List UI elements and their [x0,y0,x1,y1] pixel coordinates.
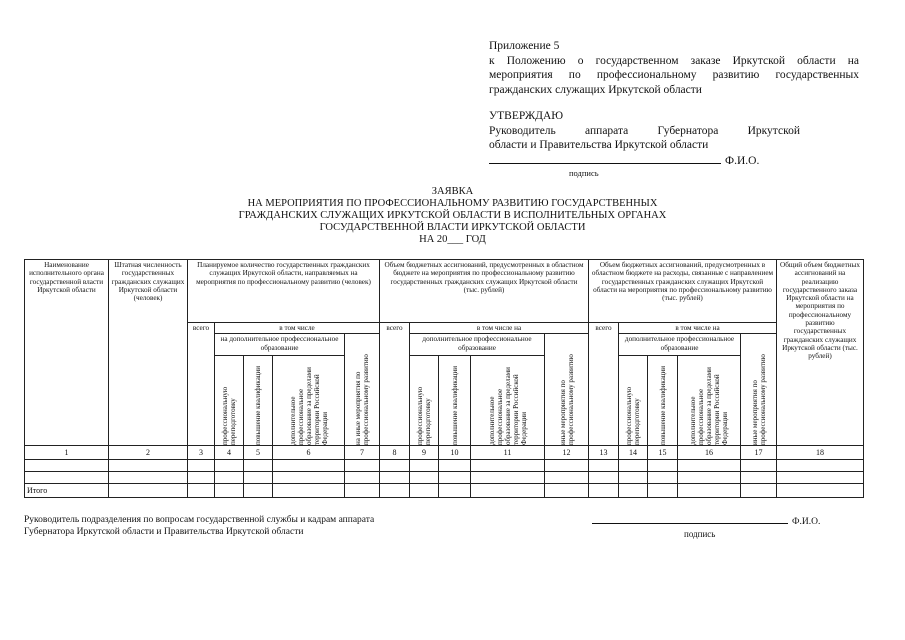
header-outside-budget: дополнительное профессиональное образование за пределами территории Российской Федерации [471,356,545,446]
appendix-number: Приложение 5 [489,40,560,52]
approval-heading: УТВЕРЖДАЮ [489,110,564,122]
header-outside-people: дополнительное профессиональное образование за пределами территории Российской Федерации [273,356,345,446]
appendix-reference-end: гражданских служащих Иркутской области [489,83,702,96]
footer-signer-line-1: Руководитель подразделения по вопросам государственной службы и кадрам аппарата [24,515,375,525]
col-number: 5 [244,446,273,460]
footer-fio: Ф.И.О. [792,517,821,527]
header-incl-budget: в том числе на [410,323,589,334]
footer-signature-caption: подпись [684,529,716,539]
header-qualification-budget: повышение квалификации [439,356,471,446]
header-outside-costs: дополнительное профессиональное образование за пределами территории Российской Федерации [678,356,741,446]
header-other-people: на иные мероприятия по профессиональному развитию [345,334,380,446]
header-incl-people: в том числе [215,323,380,334]
header-group-people: Планируемое количество государственных гражданских служащих Иркутской области, направляемых на мероприятия по профессиональному развитию (человек) [188,260,380,323]
total-label: Итого [25,484,109,498]
col-number: 10 [439,446,471,460]
approval-signature-caption: подпись [569,168,599,178]
header-other-budget: иные мероприятия по профессиональному развитию [545,334,589,446]
title-line-5: НА 20___ ГОД [419,234,486,245]
col-number: 1 [25,446,109,460]
footer-signature-line[interactable] [592,514,788,524]
header-group-budget: Объем бюджетных ассигнований, предусмотренных в областном бюджете на мероприятия по профессиональному развитию государственных гражданских служащих Иркутской области (тыс. рублей) [380,260,589,323]
col-number: 13 [589,446,619,460]
table-row [25,460,864,472]
title-line-3: ГРАЖДАНСКИХ СЛУЖАЩИХ ИРКУТСКОЙ ОБЛАСТИ В ИСПОЛНИТЕЛЬНЫХ ОРГАНАХ [238,210,667,221]
col-number: 4 [215,446,244,460]
header-total-costs: всего [589,323,619,446]
col-number: 18 [777,446,864,460]
col-number: 7 [345,446,380,460]
col-number: 16 [678,446,741,460]
footer-signature [592,514,820,540]
total-row [25,484,864,498]
col-number: 12 [545,446,589,460]
document-title [0,186,905,246]
col-number: 17 [741,446,777,460]
header-retraining-people: профессиональную переподготовку [215,356,244,446]
title-line-1: ЗАЯВКА [431,186,474,197]
header-total-people: всего [188,323,215,446]
approval-block [489,109,859,181]
table-row [25,472,864,484]
footer-signer-line-2: Губернатора Иркутской области и Правительства Иркутской области [24,527,304,537]
col-number: 14 [619,446,648,460]
appendix-block [489,39,859,97]
header-dpo-budget: дополнительное профессиональное образование [410,334,545,356]
approval-fio: Ф.И.О. [725,154,760,167]
approval-signature-line[interactable] [489,153,721,164]
col-number: 11 [471,446,545,460]
column-numbers-row [25,446,864,460]
appendix-reference: к Положению о государственном заказе Иркутской области на [489,54,859,67]
header-incl-costs: в том числе на [619,323,777,334]
col-number: 6 [273,446,345,460]
appendix-reference-cont: мероприятия по профессиональному развитию государственных [489,69,859,81]
col-number: 9 [410,446,439,460]
header-total-budget: всего [380,323,410,446]
header-other-costs: иные мероприятия по профессиональному развитию [741,334,777,446]
col-number: 2 [109,446,188,460]
header-staff: Штатная численность государственных гражданских служащих Иркутской области (человек) [109,260,188,446]
col-number: 8 [380,446,410,460]
header-dpo-costs: дополнительное профессиональное образование [619,334,741,356]
approval-role-cont: области и Правительства Иркутской области [489,139,709,151]
title-line-4: ГОСУДАРСТВЕННОЙ ВЛАСТИ ИРКУТСКОЙ ОБЛАСТИ [319,222,586,233]
title-line-2: НА МЕРОПРИЯТИЯ ПО ПРОФЕССИОНАЛЬНОМУ РАЗВИТИЮ ГОСУДАРСТВЕННЫХ [247,198,658,209]
header-total-volume: Общий объем бюджетных ассигнований на реализацию государственного заказа Иркутской области на мероприятия по профессиональному развитию государственных гражданских служащих Иркутской области (тыс. рублей) [777,260,864,446]
header-group-costs: Объем бюджетных ассигнований, предусмотренных в областном бюджете на расходы, связанные с направлением государственных гражданских служащих Иркутской области на мероприятия по профессиональному развитию (тыс. рублей) [589,260,777,323]
header-retraining-costs: профессиональную переподготовку [619,356,648,446]
header-organ: Наименование исполнительного органа государственной власти Иркутской области [25,260,109,446]
header-dpo-people: на дополнительное профессиональное образование [215,334,345,356]
approval-role: Руководитель аппарата Губернатора Иркутской [489,124,800,137]
col-number: 15 [648,446,678,460]
col-number: 3 [188,446,215,460]
footer-signer [24,514,374,538]
header-qualification-people: повышение квалификации [244,356,273,446]
request-table [24,259,864,498]
header-retraining-budget: профессиональную переподготовку [410,356,439,446]
header-qualification-costs: повышение квалификации [648,356,678,446]
